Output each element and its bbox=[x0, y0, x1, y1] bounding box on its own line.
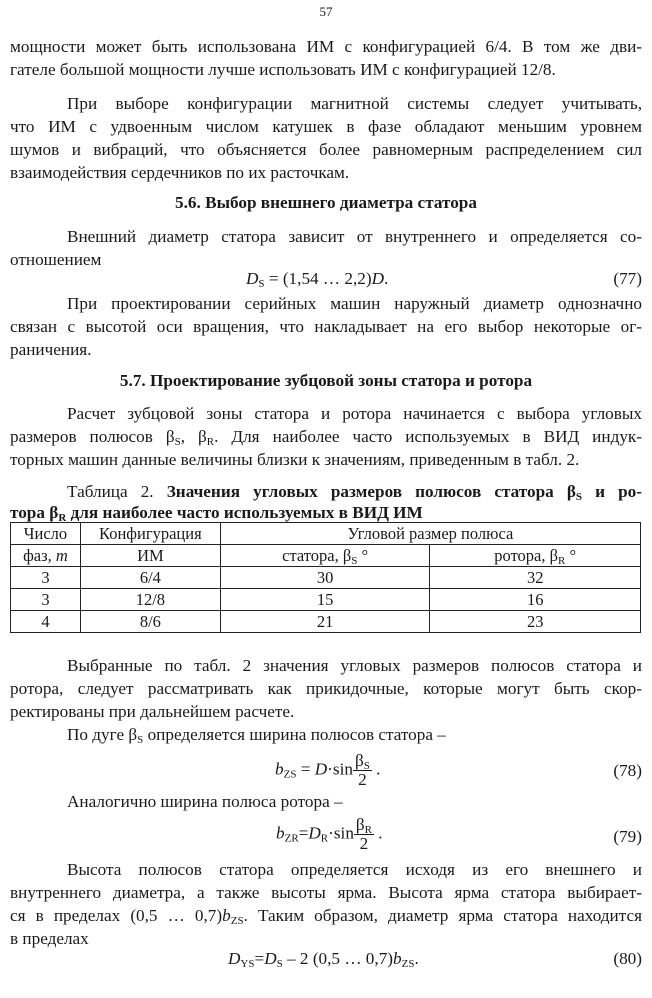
formula: $D_S = (1,54$ … 2,2)D. bbox=[246, 269, 389, 290]
fraction: $\frac{\beta_R}{2}$ bbox=[355, 815, 372, 853]
header-phases-m: фаз, m bbox=[11, 545, 81, 567]
cell-rotor: 23 bbox=[430, 611, 641, 633]
section-heading: 5.6. Выбор внешнего диаметра статора bbox=[175, 193, 477, 212]
paragraph-line: торных машин данные величины близки к значениям, приведенным в табл. 2. bbox=[10, 450, 580, 469]
paragraph-line: Расчет зубцовой зоны статора и ротора начинается с выбора угловых bbox=[67, 404, 642, 423]
paragraph-line: Аналогично ширина полюса ротора – bbox=[67, 792, 343, 811]
header-rotor: ротора, $\beta_R$ ° bbox=[430, 545, 641, 567]
paragraph-line: шумов и вибраций, что объясняется более равномерным распределением сил bbox=[10, 140, 642, 159]
equation-number: (78) bbox=[613, 761, 642, 780]
cell-phases: 4 bbox=[11, 611, 81, 633]
paragraph-line: внутреннего диаметра, а также высоты ярма. Высота ярма статора выбирает- bbox=[10, 883, 642, 902]
table-caption-line2: тора $\beta_R$ для наиболее часто используемых в ВИД ИМ bbox=[10, 503, 423, 524]
paragraph-line: взаимодействия сердечников по их расточкам. bbox=[10, 163, 350, 182]
section-heading: 5.7. Проектирование зубцовой зоны статора и ротора bbox=[119, 371, 533, 390]
paragraph-line: раничения. bbox=[10, 340, 92, 359]
paragraph-line: Выбранные по табл. 2 значения угловых размеров полюсов статора и bbox=[67, 656, 642, 675]
equation-80 bbox=[10, 948, 642, 974]
header-phases: Число bbox=[11, 523, 81, 545]
cell-rotor: 16 bbox=[430, 589, 641, 611]
paragraph-line: Внешний диаметр статора зависит от внутреннего и определяется со- bbox=[67, 227, 642, 246]
cell-phases: 3 bbox=[11, 567, 81, 589]
equation-number: (77) bbox=[613, 269, 642, 288]
equation-number: (79) bbox=[613, 827, 642, 846]
paragraph-line: размеров полюсов $\beta_S$, $\beta_R$. Для наиболее часто используемых в ВИД индук- bbox=[10, 427, 642, 448]
page-number: 57 bbox=[319, 4, 333, 19]
paragraph-line: ся в пределах (0,5 … $0,7)b_{ZS}$. Таким образом, диаметр ярма статора находится bbox=[10, 906, 642, 927]
header-config: Конфигурация bbox=[80, 523, 220, 545]
table-caption: Таблица 2. Значения угловых размеров полюсов статора $\beta_S$ и ро- bbox=[67, 482, 642, 503]
paragraph-line: в пределах bbox=[10, 929, 89, 948]
paragraph-line: Высота полюсов статора определяется исходя из его внешнего и bbox=[67, 860, 642, 879]
header-stator: статора, $\beta_S$ ° bbox=[220, 545, 430, 567]
paragraph-line: отношением bbox=[10, 250, 102, 269]
table-row bbox=[11, 589, 641, 611]
paragraph-line: гателе большой мощности лучше использовать ИМ с конфигурацией 12/8. bbox=[10, 60, 556, 79]
header-config-im: ИМ bbox=[80, 545, 220, 567]
cell-stator: 15 bbox=[220, 589, 430, 611]
paragraph-line: связан с высотой оси вращения, что накладывает на его выбор некоторые ог- bbox=[10, 317, 642, 336]
formula: $b_{ZS} = D\cdot\sin$ $\frac{\beta_S}{2}$ . bbox=[275, 751, 381, 789]
cell-phases: 3 bbox=[11, 589, 81, 611]
cell-config: 8/6 bbox=[80, 611, 220, 633]
cell-config: 12/8 bbox=[80, 589, 220, 611]
fraction: $\frac{\beta_S}{2}$ bbox=[354, 751, 370, 789]
cell-stator: 30 bbox=[220, 567, 430, 589]
equation-number: (80) bbox=[613, 949, 642, 968]
table-row bbox=[11, 567, 641, 589]
equation-77 bbox=[10, 268, 642, 294]
table-row bbox=[11, 611, 641, 633]
formula: $D_{YS}=D_S - 2$ (0,5 … $0,7)b_{ZS}$. bbox=[228, 949, 419, 970]
cell-rotor: 32 bbox=[430, 567, 641, 589]
header-angle: Угловой размер полюса bbox=[220, 523, 640, 545]
paragraph-line: По дуге $\beta_S$ определяется ширина полюсов статора – bbox=[67, 725, 446, 746]
paragraph-line: При проектировании серийных машин наружный диаметр однозначно bbox=[67, 294, 642, 313]
pole-size-table bbox=[10, 522, 641, 633]
paragraph-line: ротора, следует рассматривать как прикидочные, которые могут быть скор- bbox=[10, 679, 642, 698]
paragraph-line: что ИМ с удвоенным числом катушек в фазе обладают меньшим уровнем bbox=[10, 117, 642, 136]
formula: $b_{ZR}=D_R\cdot\sin$ $\frac{\beta_R}{2}$ . bbox=[276, 815, 383, 853]
equation-79 bbox=[10, 816, 642, 856]
paragraph-line: мощности может быть использована ИМ с конфигурацией 6/4. В том же дви- bbox=[10, 37, 642, 56]
paragraph-line: При выборе конфигурации магнитной системы следует учитывать, bbox=[67, 94, 642, 113]
cell-stator: 21 bbox=[220, 611, 430, 633]
cell-config: 6/4 bbox=[80, 567, 220, 589]
equation-78 bbox=[10, 752, 642, 792]
paragraph-line: ректированы при дальнейшем расчете. bbox=[10, 702, 295, 721]
